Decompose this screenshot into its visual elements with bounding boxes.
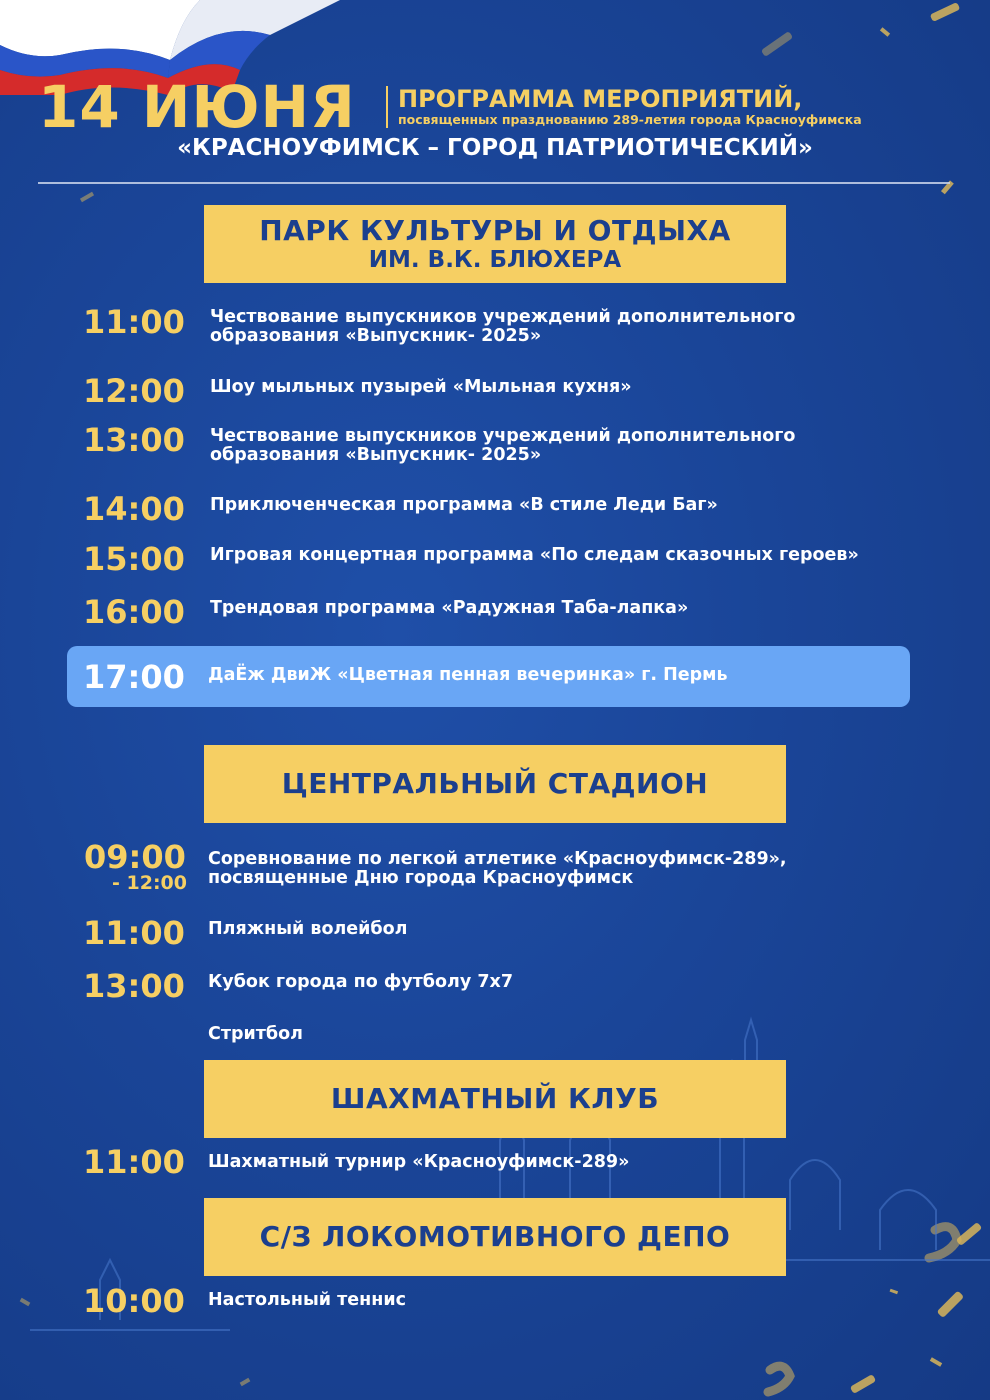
event-description: посвященные Дню города Красноуфимск xyxy=(208,868,634,888)
event-description: Чествование выпускников учреждений дополнительного xyxy=(210,307,796,327)
event-description: Трендовая программа «Радужная Таба-лапка» xyxy=(210,598,689,618)
header-divider-line xyxy=(38,182,950,184)
event-description: Соревнование по легкой атлетике «Красноуфимск-289», xyxy=(208,849,787,869)
event-time: 15:00 xyxy=(83,540,185,578)
event-description: Пляжный волейбол xyxy=(208,919,408,939)
event-time: 16:00 xyxy=(83,593,185,631)
event-time: 11:00 xyxy=(83,1143,185,1181)
event-description: Шоу мыльных пузырей «Мыльная кухня» xyxy=(210,377,632,397)
event-description: Игровая концертная программа «По следам сказочных героев» xyxy=(210,545,859,565)
city-motto: «КРАСНОУФИМСК – ГОРОД ПАТРИОТИЧЕСКИЙ» xyxy=(177,135,813,161)
event-time: 11:00 xyxy=(83,303,185,341)
event-time-end: - 12:00 xyxy=(112,872,187,894)
event-description: Настольный теннис xyxy=(208,1290,406,1310)
program-title: ПРОГРАММА МЕРОПРИЯТИЙ, xyxy=(398,85,803,113)
event-description: ДаЁж ДвиЖ «Цветная пенная вечеринка» г. Пермь xyxy=(208,665,728,685)
section-title: ШАХМАТНЫЙ КЛУБ xyxy=(330,1082,660,1115)
program-subtitle: посвященных празднованию 289-летия города Красноуфимска xyxy=(398,112,862,127)
header-divider xyxy=(386,86,388,128)
event-time: 17:00 xyxy=(83,658,185,696)
section-title: ЦЕНТРАЛЬНЫЙ СТАДИОН xyxy=(281,767,709,800)
section-park-title xyxy=(204,205,786,283)
event-date: 14 ИЮНЯ xyxy=(38,73,356,141)
event-time: 13:00 xyxy=(83,967,185,1005)
event-description: Чествование выпускников учреждений дополнительного xyxy=(210,426,796,446)
event-time: 09:00 xyxy=(84,838,186,876)
section-title: С/З ЛОКОМОТИВНОГО ДЕПО xyxy=(259,1220,731,1253)
event-description: Кубок города по футболу 7х7 xyxy=(208,972,513,992)
event-time: 13:00 xyxy=(83,421,185,459)
event-time: 11:00 xyxy=(83,914,185,952)
event-time: 10:00 xyxy=(83,1282,185,1320)
event-description: Стритбол xyxy=(208,1024,303,1044)
event-description: образования «Выпускник- 2025» xyxy=(210,445,542,465)
event-description: Шахматный турнир «Красноуфимск-289» xyxy=(208,1152,630,1172)
section-stadium-title xyxy=(204,745,786,823)
section-chess-title xyxy=(204,1060,786,1138)
section-title: ПАРК КУЛЬТУРЫ И ОТДЫХА xyxy=(259,214,731,247)
section-depot-title xyxy=(204,1198,786,1276)
event-description: Приключенческая программа «В стиле Леди Баг» xyxy=(210,495,718,515)
event-time: 12:00 xyxy=(83,372,185,410)
event-time: 14:00 xyxy=(83,490,185,528)
highlighted-event-row xyxy=(67,646,910,707)
event-description: образования «Выпускник- 2025» xyxy=(210,326,542,346)
section-subtitle: ИМ. В.К. БЛЮХЕРА xyxy=(368,247,622,273)
